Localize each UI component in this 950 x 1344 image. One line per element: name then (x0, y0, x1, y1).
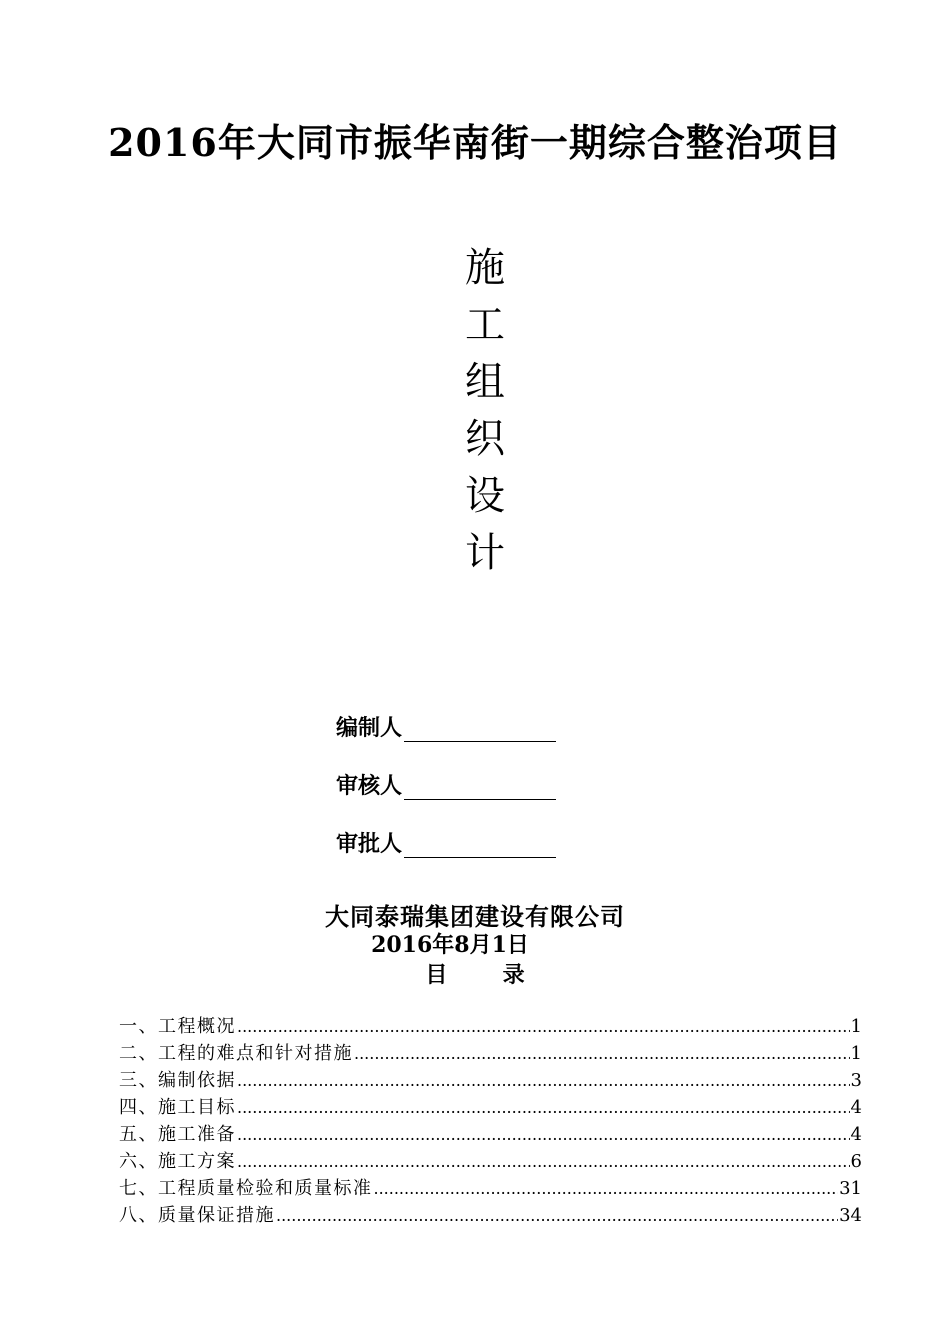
toc-entry-label: 六、施工方案 (119, 1151, 236, 1172)
toc-entry-page: 3 (850, 1070, 862, 1091)
toc-dot-leader (354, 1043, 850, 1064)
signature-blank-line (404, 829, 556, 858)
subtitle-char: 组 (465, 359, 505, 405)
toc-dot-leader (237, 1097, 850, 1118)
toc-entry[interactable] (119, 1174, 862, 1201)
toc-dot-leader (276, 1205, 838, 1226)
toc-entry[interactable] (119, 1039, 862, 1066)
signature-label: 编制人 (336, 715, 403, 741)
signature-blank-line (404, 713, 556, 742)
company-name: 大同泰瑞集团建设有限公司 (325, 902, 625, 931)
toc-entry-label: 四、施工目标 (119, 1097, 236, 1118)
toc-entry-page: 31 (839, 1178, 862, 1199)
subtitle-char: 设 (465, 473, 505, 519)
signature-row-approver (336, 800, 556, 858)
subtitle-char: 计 (465, 530, 505, 576)
toc-entry[interactable] (119, 1066, 862, 1093)
toc-entry-page: 1 (850, 1016, 862, 1037)
toc-entry-label: 三、编制依据 (119, 1070, 236, 1091)
main-title: 2016年大同市振华南街一期综合整治项目 (108, 120, 842, 165)
subtitle-char: 工 (465, 302, 505, 348)
toc-entry-page: 34 (839, 1205, 862, 1226)
signature-block (336, 684, 556, 858)
toc-dot-leader (374, 1178, 839, 1199)
signature-blank-line (404, 771, 556, 800)
toc-entry[interactable] (119, 1120, 862, 1147)
subtitle-char: 织 (465, 416, 505, 462)
subtitle-char: 施 (465, 245, 505, 291)
toc-entry[interactable] (119, 1201, 862, 1228)
toc-title: 目 录 (425, 962, 525, 988)
signature-label: 审核人 (336, 773, 403, 799)
toc-dot-leader (237, 1124, 850, 1145)
toc-entry-page: 6 (850, 1151, 862, 1172)
toc-dot-leader (237, 1070, 850, 1091)
toc-entry-label: 八、质量保证措施 (119, 1205, 275, 1226)
signature-row-editor (336, 684, 556, 742)
vertical-subtitle (455, 240, 515, 582)
toc-entry[interactable] (119, 1012, 862, 1039)
signature-row-reviewer (336, 742, 556, 800)
document-date: 2016年8月1日 (371, 932, 529, 958)
toc-dot-leader (237, 1016, 850, 1037)
toc-entry-label: 五、施工准备 (119, 1124, 236, 1145)
toc-entry-page: 4 (850, 1124, 862, 1145)
toc-dot-leader (237, 1151, 850, 1172)
toc-entry[interactable] (119, 1147, 862, 1174)
toc-entry-page: 4 (850, 1097, 862, 1118)
toc-entry-label: 七、工程质量检验和质量标准 (119, 1178, 373, 1199)
signature-label: 审批人 (336, 831, 403, 857)
toc-entry-page: 1 (850, 1043, 862, 1064)
toc-entry[interactable] (119, 1093, 862, 1120)
toc-entry-label: 二、工程的难点和针对措施 (119, 1043, 353, 1064)
table-of-contents (119, 1012, 862, 1228)
toc-entry-label: 一、工程概况 (119, 1016, 236, 1037)
